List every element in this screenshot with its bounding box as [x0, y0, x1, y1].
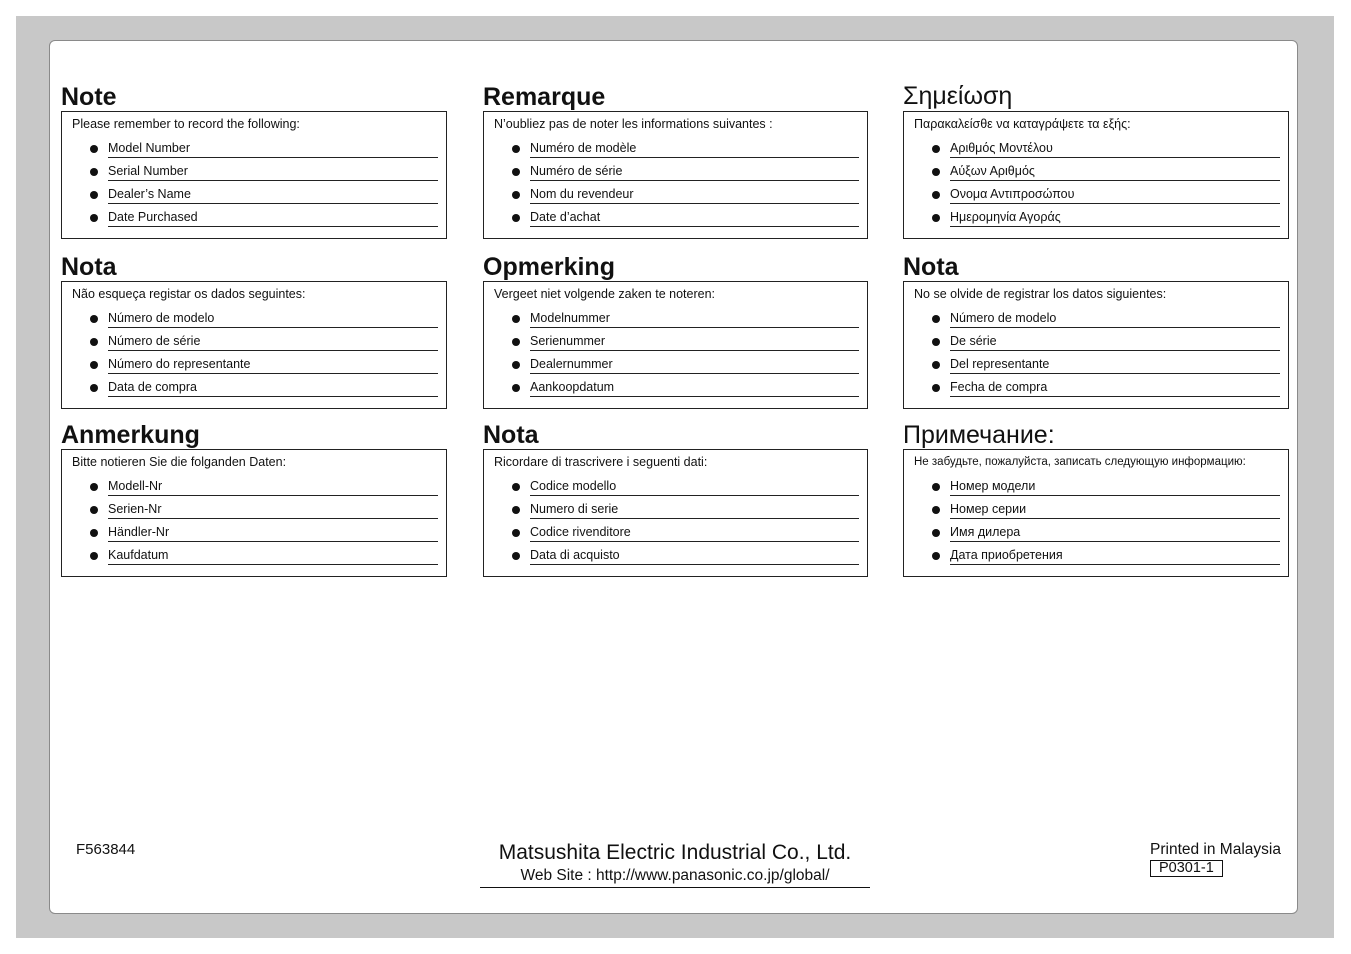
bullet-icon	[90, 361, 98, 369]
bullet-icon	[932, 168, 940, 176]
section-intro: No se olvide de registrar los datos siguientes:	[914, 287, 1167, 301]
section-title: Note	[61, 83, 117, 111]
item-label: Date Purchased	[108, 207, 438, 227]
print-info	[1150, 841, 1281, 877]
list-item	[914, 354, 1280, 377]
bullet-icon	[90, 384, 98, 392]
bullet-icon	[932, 361, 940, 369]
section-intro: Please remember to record the following:	[72, 117, 300, 131]
list-item	[72, 184, 438, 207]
record-list	[494, 476, 859, 568]
list-item	[914, 545, 1280, 568]
bullet-icon	[90, 168, 98, 176]
bullet-icon	[90, 145, 98, 153]
item-label: Kaufdatum	[108, 545, 438, 565]
item-label: Número de série	[108, 331, 438, 351]
item-label: Número de modelo	[950, 308, 1280, 328]
record-list	[72, 138, 438, 230]
item-label: Fecha de compra	[950, 377, 1280, 397]
section-remarque-fr	[483, 83, 868, 239]
website-link[interactable]: Web Site : http://www.panasonic.co.jp/global/	[480, 866, 870, 888]
record-list	[914, 476, 1280, 568]
section-note-en	[61, 83, 447, 239]
section-title: Remarque	[483, 83, 606, 111]
record-list	[914, 138, 1280, 230]
record-box	[903, 111, 1289, 239]
record-box	[483, 449, 868, 577]
list-item	[494, 138, 859, 161]
list-item	[494, 499, 859, 522]
company-name: Matsushita Electric Industrial Co., Ltd.	[498, 841, 852, 864]
item-label: Del representante	[950, 354, 1280, 374]
print-code: P0301-1	[1150, 860, 1223, 877]
list-item	[72, 476, 438, 499]
record-box	[483, 111, 868, 239]
section-title: Nota	[483, 421, 539, 449]
list-item	[494, 331, 859, 354]
record-list	[72, 476, 438, 568]
item-label: Numero di serie	[530, 499, 859, 519]
bullet-icon	[512, 315, 520, 323]
section-intro: Vergeet niet volgende zaken te noteren:	[494, 287, 715, 301]
list-item	[72, 354, 438, 377]
record-box	[903, 281, 1289, 409]
section-intro: Παρακαλείσθε να καταγράψετε τα εξής:	[914, 117, 1131, 131]
bullet-icon	[932, 506, 940, 514]
list-item	[494, 184, 859, 207]
bullet-icon	[512, 384, 520, 392]
list-item	[72, 522, 438, 545]
bullet-icon	[932, 338, 940, 346]
bullet-icon	[932, 191, 940, 199]
item-label: Номер модели	[950, 476, 1280, 496]
item-label: Дата приобретения	[950, 545, 1280, 565]
item-label: Ονομα Αντιπροσώπου	[950, 184, 1280, 204]
list-item	[494, 354, 859, 377]
item-label: Número de modelo	[108, 308, 438, 328]
list-item	[914, 499, 1280, 522]
bullet-icon	[90, 315, 98, 323]
list-item	[914, 308, 1280, 331]
list-item	[72, 545, 438, 568]
bullet-icon	[512, 506, 520, 514]
list-item	[72, 331, 438, 354]
list-item	[72, 207, 438, 230]
bullet-icon	[90, 483, 98, 491]
section-intro: Не забудьте, пожалуйста, записать следующую информацию:	[914, 456, 1246, 468]
list-item	[914, 184, 1280, 207]
list-item	[494, 522, 859, 545]
section-opmerking-nl	[483, 253, 868, 409]
record-box	[483, 281, 868, 409]
list-item	[914, 522, 1280, 545]
bullet-icon	[90, 214, 98, 222]
item-label: Serial Number	[108, 161, 438, 181]
bullet-icon	[90, 506, 98, 514]
item-label: Serien-Nr	[108, 499, 438, 519]
item-label: Numéro de série	[530, 161, 859, 181]
section-intro: N’oubliez pas de noter les informations suivantes :	[494, 117, 773, 131]
list-item	[494, 161, 859, 184]
bullet-icon	[932, 315, 940, 323]
bullet-icon	[512, 338, 520, 346]
list-item	[494, 476, 859, 499]
item-label: De série	[950, 331, 1280, 351]
list-item	[494, 545, 859, 568]
bullet-icon	[932, 145, 940, 153]
bullet-icon	[512, 191, 520, 199]
record-list	[494, 138, 859, 230]
section-nota-es	[903, 253, 1289, 409]
record-list	[914, 308, 1280, 400]
item-label: Αύξων Αριθμός	[950, 161, 1280, 181]
company-block	[480, 840, 870, 888]
list-item	[72, 308, 438, 331]
list-item	[914, 331, 1280, 354]
list-item	[72, 138, 438, 161]
item-label: Model Number	[108, 138, 438, 158]
record-box	[61, 281, 447, 409]
record-box	[903, 449, 1289, 577]
item-label: Modelnummer	[530, 308, 859, 328]
list-item	[914, 377, 1280, 400]
document-code: F563844	[76, 841, 136, 858]
item-label: Ημερομηνία Αγοράς	[950, 207, 1280, 227]
list-item	[494, 308, 859, 331]
section-nota-pt	[61, 253, 447, 409]
bullet-icon	[90, 552, 98, 560]
list-item	[72, 499, 438, 522]
section-intro: Bitte notieren Sie die folganden Daten:	[72, 455, 287, 469]
bullet-icon	[512, 145, 520, 153]
item-label: Dealernummer	[530, 354, 859, 374]
item-label: Aankoopdatum	[530, 377, 859, 397]
item-label: Data de compra	[108, 377, 438, 397]
section-title: Anmerkung	[61, 421, 200, 449]
item-label: Nom du revendeur	[530, 184, 859, 204]
printed-in: Printed in Malaysia	[1150, 841, 1281, 858]
bullet-icon	[90, 338, 98, 346]
item-label: Händler-Nr	[108, 522, 438, 542]
bullet-icon	[932, 214, 940, 222]
bullet-icon	[932, 483, 940, 491]
record-list	[72, 308, 438, 400]
list-item	[914, 161, 1280, 184]
item-label: Номер серии	[950, 499, 1280, 519]
bullet-icon	[512, 529, 520, 537]
record-box	[61, 449, 447, 577]
section-anmerkung-de	[61, 421, 447, 577]
item-label: Имя дилера	[950, 522, 1280, 542]
item-label: Dealer’s Name	[108, 184, 438, 204]
list-item	[494, 207, 859, 230]
bullet-icon	[512, 168, 520, 176]
section-intro: Ricordare di trascrivere i seguenti dati:	[494, 455, 708, 469]
section-note-ru	[903, 421, 1289, 577]
record-list	[494, 308, 859, 400]
bullet-icon	[90, 191, 98, 199]
section-nota-it	[483, 421, 868, 577]
item-label: Codice modello	[530, 476, 859, 496]
item-label: Serienummer	[530, 331, 859, 351]
item-label: Modell-Nr	[108, 476, 438, 496]
list-item	[72, 161, 438, 184]
bullet-icon	[90, 529, 98, 537]
list-item	[914, 138, 1280, 161]
section-note-gr	[903, 81, 1289, 239]
bullet-icon	[512, 361, 520, 369]
bullet-icon	[512, 483, 520, 491]
list-item	[72, 377, 438, 400]
section-title: Opmerking	[483, 253, 615, 281]
record-box	[61, 111, 447, 239]
item-label: Data di acquisto	[530, 545, 859, 565]
bullet-icon	[932, 384, 940, 392]
bullet-icon	[932, 552, 940, 560]
section-title: Nota	[61, 253, 117, 281]
list-item	[914, 476, 1280, 499]
bullet-icon	[932, 529, 940, 537]
item-label: Codice rivenditore	[530, 522, 859, 542]
section-intro: Não esqueça registar os dados seguintes:	[72, 287, 306, 301]
list-item	[914, 207, 1280, 230]
list-item	[494, 377, 859, 400]
item-label: Αριθμός Μοντέλου	[950, 138, 1280, 158]
bullet-icon	[512, 214, 520, 222]
item-label: Date d’achat	[530, 207, 859, 227]
item-label: Número do representante	[108, 354, 438, 374]
section-title: Примечание:	[903, 421, 1055, 449]
item-label: Numéro de modèle	[530, 138, 859, 158]
section-title: Σημείωση	[903, 82, 1013, 110]
bullet-icon	[512, 552, 520, 560]
section-title: Nota	[903, 253, 959, 281]
